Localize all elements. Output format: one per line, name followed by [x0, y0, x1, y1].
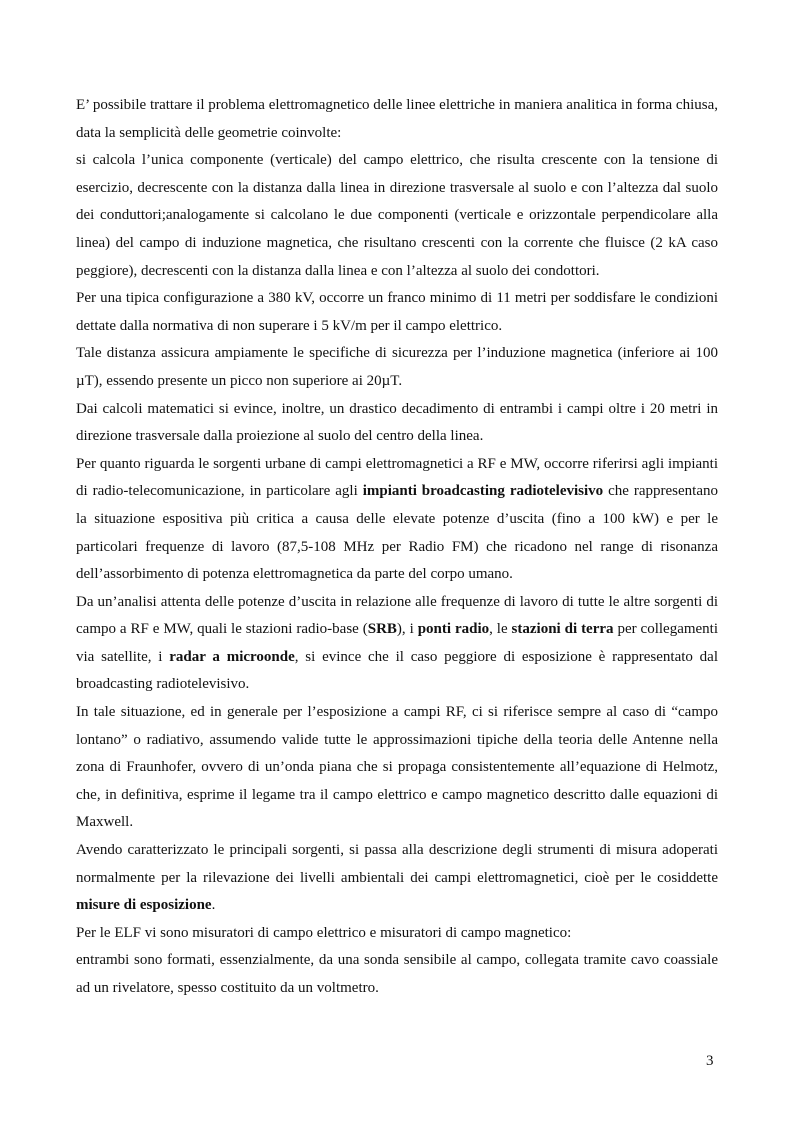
paragraph-7-text-5: , si evince che il caso peggiore di esposizione è rappresentato dal broadcasting radiotelevisivo. [76, 648, 719, 693]
paragraph-7 [76, 589, 718, 699]
paragraph-9-text-b: . [211, 897, 216, 914]
paragraph-4: Tale distanza assicura ampiamente le specifiche di sicurezza per l’induzione magnetica (inferiore ai 100 µT), essendo presente un picco non superiore ai 20µT. [76, 345, 718, 389]
paragraph-1: E’ possibile trattare il problema elettromagnetico delle linee elettriche in maniera analitica in forma chiusa, data la semplicità delle geometrie coinvolte: [76, 97, 718, 141]
paragraph-7-bold-2: ponti radio [417, 621, 490, 638]
paragraph-8: In tale situazione, ed in generale per l’esposizione a campi RF, ci si riferisce sempre al caso di “campo lontano” o radiativo, assumendo valide tutte le approssimazioni tipiche della teoria delle Antenne nella zona di Fraunhofer, ovvero di un’onda piana che si propaga consistentemente all’equazione di Helmotz, che, in definitiva, esprime il legame tra il campo elettrico e campo magnetico descritto dalle equazioni di Maxwell. [76, 704, 718, 831]
paragraph-6-text-b: che rappresentano la situazione espositiva più critica a causa delle elevate potenze d’uscita (fino a 100 kW) e per le particolari frequenze di lavoro (87,5-108 MHz per Radio FM) che ricadono nel range di risonanza dell’assorbimento di potenza elettromagnetica da parte del corpo umano. [76, 483, 718, 583]
paragraph-7-bold-3: stazioni di terra [511, 621, 614, 638]
document-body [76, 92, 718, 1003]
paragraph-10: Per le ELF vi sono misuratori di campo elettrico e misuratori di campo magnetico: [76, 924, 572, 941]
paragraph-7-bold-4: radar a microonde [169, 648, 295, 665]
paragraph-5: Dai calcoli matematici si evince, inoltre, un drastico decadimento di entrambi i campi oltre i 20 metri in direzione trasversale dalla proiezione al suolo del centro della linea. [76, 400, 718, 445]
paragraph-9 [76, 837, 718, 920]
paragraph-7-bold-1: SRB [367, 621, 397, 638]
paragraph-2: si calcola l’unica componente (verticale) del campo elettrico, che risulta crescente con la tensione di esercizio, decrescente con la distanza dalla linea in direzione trasversale al suolo e con l’altezza dal suolo dei conduttori;analogamente si calcolano le due componenti (verticale e orizzontale perpendicolare alla linea) del campo di induzione magnetica, che risultano crescenti con la corrente che fluisce (2 kA caso peggiore), decrescenti con la distanza dalla linea e con l’altezza al suolo dei condottori. [76, 152, 718, 279]
paragraph-7-text-4: per collegamenti via satellite, i [76, 621, 719, 665]
paragraph-9-text-a: Avendo caratterizzato le principali sorgenti, si passa alla descrizione degli strumenti di misura adoperati normalmente per la rilevazione dei livelli ambientali dei campi elettromagnetici, cioè per le cosiddette [76, 842, 718, 886]
paragraph-9-bold: misure di esposizione [76, 897, 212, 914]
paragraph-3: Per una tipica configurazione a 380 kV, occorre un franco minimo di 11 metri per soddisfare le condizioni dettate dalla normativa di non superare i 5 kV/m per il campo elettrico. [76, 290, 718, 334]
paragraph-6-bold: impianti broadcasting radiotelevisivo [362, 483, 604, 500]
paragraph-6-text-a: Per quanto riguarda le sorgenti urbane di campi elettromagnetici a RF e MW, occorre riferirsi agli impianti di radio-telecomunicazione, in particolare agli [76, 455, 718, 500]
paragraph-11: entrambi sono formati, essenzialmente, da una sonda sensibile al campo, collegata tramite cavo coassiale ad un rivelatore, spesso costituito da un voltmetro. [76, 952, 718, 996]
paragraph-6 [76, 451, 718, 589]
paragraph-7-text-3: , le [489, 621, 512, 638]
paragraph-7-text-2: ), i [396, 621, 418, 638]
paragraph-7-text-1: Da un’analisi attenta delle potenze d’uscita in relazione alle frequenze di lavoro di tutte le altre sorgenti di campo a RF e MW, quali le stazioni radio-base ( [76, 593, 718, 638]
page-number: 3 [706, 1053, 714, 1069]
